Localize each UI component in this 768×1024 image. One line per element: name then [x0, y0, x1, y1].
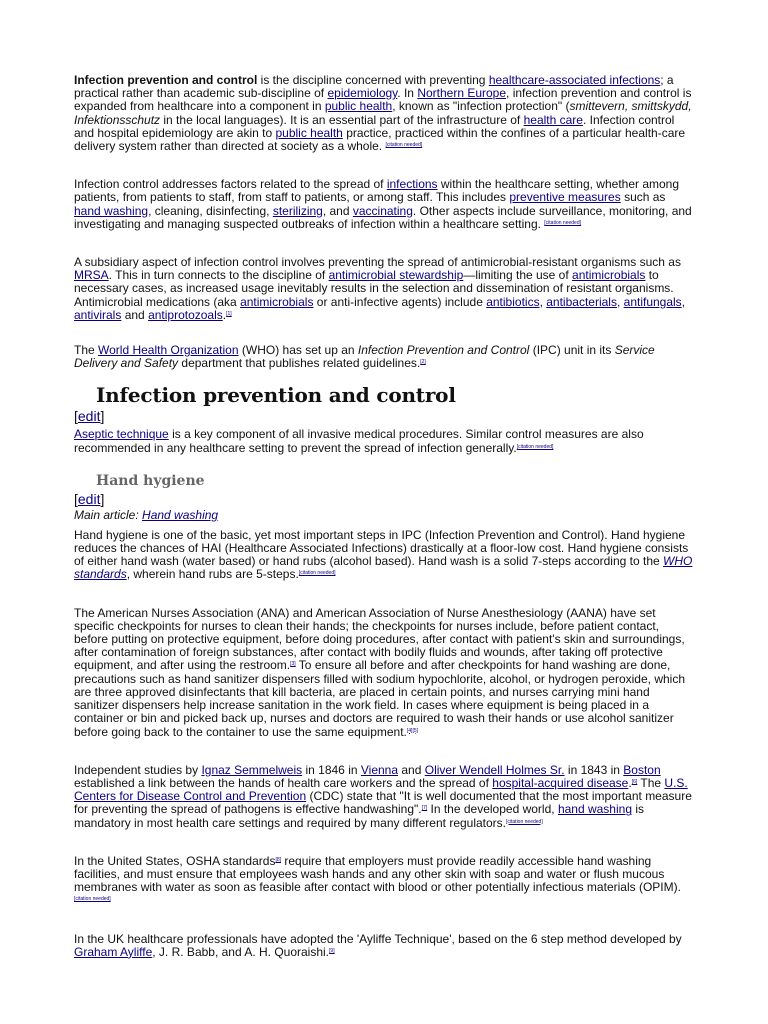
italic-text: Service Delivery and Safety — [74, 343, 655, 371]
reference-link[interactable]: [1] — [226, 310, 232, 317]
hand-hygiene-paragraph-4 — [74, 855, 694, 908]
edit-section-control — [74, 490, 694, 508]
link-vaccinating[interactable]: vaccinating — [352, 203, 413, 218]
bracket: ] — [100, 490, 105, 507]
link-antifungals[interactable]: antifungals — [623, 294, 682, 309]
italic-text: Infection Prevention and Control — [357, 343, 530, 358]
text: . Infection control and hospital epidemiology are akin to — [74, 112, 675, 140]
text: ; a practical rather than academic sub-discipline of — [74, 73, 674, 101]
text: The — [637, 775, 665, 790]
text: , infection prevention and control is expanded from healthcare into a component in — [74, 86, 692, 114]
text: , — [539, 294, 547, 309]
link-hand-washing[interactable]: hand washing — [74, 203, 149, 218]
citation-needed-link[interactable]: [citation needed] — [74, 896, 111, 903]
text: . — [222, 307, 227, 322]
link-ignaz-semmelweis[interactable]: Ignaz Semmelweis — [201, 762, 303, 777]
link-vienna[interactable]: Vienna — [360, 762, 399, 777]
text: or anti-infective agents) include — [313, 294, 487, 309]
text: department that publishes related guidelines. — [178, 356, 421, 371]
link-sterilizing[interactable]: sterilizing — [272, 203, 323, 218]
text: , wherein hand rubs are 5-steps. — [126, 567, 299, 582]
text: Hand hygiene is one of the basic, yet most important steps in IPC (Infection Prevention and Control). Hand hygiene reduces the chances of HAI (Healthcare Associated Infections) drastically at a floor-low cost. Hand hygiene consists of either hand wash (water based) or hand rubs (alcohol based). Hand wash is a solid 7-steps according to the — [74, 527, 689, 569]
intro-paragraph-3 — [74, 256, 694, 322]
text: (CDC) state that "It is well documented that the most important measure for preventing the spread of pathogens is effective handwashing". — [74, 789, 692, 817]
text: established a link between the hands of health care workers and the spread of — [74, 775, 493, 790]
link-oliver-wendell-holmes[interactable]: Oliver Wendell Holmes Sr. — [424, 762, 565, 777]
link-mrsa[interactable]: MRSA — [74, 268, 109, 283]
text: (IPC) unit in its — [529, 343, 615, 358]
edit-section-control — [74, 407, 694, 425]
italic-text: smittevern, smittskydd, Infektionsschutz — [74, 99, 692, 127]
text: in the local languages). It is an essential part of the infrastructure of — [160, 112, 524, 127]
citation-needed-link[interactable]: [citation needed] — [298, 570, 336, 577]
text: To ensure all before and after checkpoints for hand washing are done, precautions such as hand sanitizer dispensers filled with sodium hypochlorite, alcohol, or hydrogen peroxide, which are three approved disinfectants that kill bacteria, are placed in certain points, and nurses carrying mini hand sanitizer dispensers help increase sanitation in the work field. In cases where equipment is being placed in a container or bin and picked back up, nurses and doctors are required to wash their hands or use alcohol sanitizer before going back to the container to use the same equipment. — [74, 658, 686, 739]
text: is a key component of all invasive medical procedures. Similar control measures are also recommended in any healthcare setting to prevent the spread of infection generally. — [74, 427, 644, 455]
hand-hygiene-paragraph-3 — [74, 764, 694, 830]
link-infections[interactable]: infections — [386, 177, 438, 192]
main-article-hatnote — [74, 508, 694, 522]
text: . This in turn connects to the discipline of — [108, 268, 329, 283]
text: such as — [620, 190, 666, 205]
link-preventive-measures[interactable]: preventive measures — [509, 190, 621, 205]
reference-link[interactable]: [8] — [275, 856, 282, 863]
text: , J. R. Babb, and A. H. Quoraishi. — [152, 944, 330, 959]
text: The — [74, 343, 99, 358]
citation-needed-link[interactable]: [citation needed] — [385, 142, 423, 149]
link-northern-europe[interactable]: Northern Europe — [417, 86, 507, 101]
text: . Other aspects include surveillance, monitoring, and investigating and managing suspected outbreaks of infection within a healthcare setting. — [74, 203, 692, 231]
intro-paragraph-4 — [74, 344, 694, 370]
text: , — [681, 294, 686, 309]
citation-needed-link[interactable]: [citation needed] — [506, 818, 543, 825]
edit-link[interactable]: edit — [77, 490, 101, 507]
link-world-health-organization[interactable]: World Health Organization — [98, 343, 239, 358]
bracket: [ — [74, 490, 78, 507]
link-antibacterials[interactable]: antibacterials — [546, 294, 617, 309]
reference-link[interactable]: [9] — [329, 947, 335, 954]
hand-hygiene-paragraph-1 — [74, 529, 694, 582]
text: (WHO) has set up an — [238, 343, 358, 358]
text: In the UK healthcare professionals have adopted the 'Ayliffe Technique', based on the 6 step method developed by — [74, 931, 682, 946]
text: Independent studies by — [74, 762, 202, 777]
link-cdc[interactable]: U.S. Centers for Disease Control and Prevention — [74, 775, 688, 804]
text: is the discipline concerned with preventing — [257, 73, 489, 87]
text: —limiting the use of — [463, 268, 573, 283]
section-paragraph — [74, 428, 694, 454]
edit-link[interactable]: edit — [77, 408, 101, 425]
hand-hygiene-paragraph-2 — [74, 607, 694, 739]
text: and — [121, 307, 149, 322]
text: In the developed world, — [427, 802, 558, 817]
link-epidemiology[interactable]: epidemiology — [327, 86, 398, 101]
text: and — [398, 762, 425, 777]
text: require that employers must provide readily accessible hand washing facilities, and must ensure that employees wash hands and any other skin with soap and water or flush mucous membranes with water as soon as feasible after contact with blood or other potentially infectious materials (OPIM). — [74, 853, 681, 895]
text: , and — [322, 203, 353, 218]
subsection-heading: Hand hygiene — [96, 472, 205, 489]
bracket: [ — [74, 408, 78, 425]
link-health-care[interactable]: health care — [523, 112, 583, 127]
text: , cleaning, disinfecting, — [148, 203, 273, 218]
link-hospital-acquired-disease[interactable]: hospital-acquired disease — [492, 775, 629, 790]
reference-link[interactable]: [4][5] — [406, 727, 419, 734]
reference-link[interactable]: [2] — [420, 359, 426, 366]
reference-link[interactable]: [6] — [631, 778, 638, 785]
text: is mandatory in most health care settings and required by many different regulators. — [74, 802, 644, 830]
link-public-health[interactable]: public health — [324, 99, 393, 114]
intro-paragraph-2 — [74, 178, 694, 231]
link-healthcare-associated-infections[interactable]: healthcare-associated infections — [488, 73, 661, 87]
text: , — [616, 294, 624, 309]
text: in 1846 in — [302, 762, 361, 777]
link-public-health-2[interactable]: public health — [275, 125, 343, 140]
link-antivirals[interactable]: antivirals — [74, 307, 122, 322]
reference-link[interactable]: [7] — [421, 805, 428, 812]
link-antimicrobials[interactable]: antimicrobials — [572, 268, 646, 283]
text: practice, practiced within the confines of a particular health-care delivery system rather than directed at society as a whole. — [74, 125, 686, 154]
link-hand-washing[interactable]: hand washing — [557, 802, 632, 817]
text: . In — [397, 86, 418, 101]
bracket: ] — [100, 408, 105, 425]
citation-needed-link[interactable]: [citation needed] — [544, 219, 581, 226]
text: in 1843 in — [564, 762, 624, 777]
text: . — [628, 775, 632, 790]
link-antimicrobials-2[interactable]: antimicrobials — [240, 294, 314, 309]
article-body — [74, 74, 694, 959]
text: In the United States, OSHA standards — [74, 853, 276, 868]
citation-needed-link[interactable]: [citation needed] — [516, 443, 554, 450]
link-antiprotozoals[interactable]: antiprotozoals — [148, 307, 223, 322]
link-antibiotics[interactable]: antibiotics — [486, 294, 540, 309]
hand-hygiene-paragraph-5 — [74, 933, 694, 959]
text: The American Nurses Association (ANA) and American Association of Nurse Anesthesiology (AANA) have set specific checkpoints for nurses to clean their hands; the checkpoints for nurses include, before patient contact, before putting on protective equipment, before doing procedures, after contact with patient's skin and surroundings, after contamination of foreign substances, after contact with bodily fluids and wounds, after taking off protective equipment, and after using the restroom. — [74, 605, 685, 673]
text: to necessary cases, as increased usage inevitably results in the selection and dissemination of resistant organisms. Antimicrobial medications (aka — [74, 268, 674, 309]
text: A subsidiary aspect of infection control involves preventing the spread of antimicrobial-resistant organisms such as — [74, 255, 681, 270]
term-bold: Infection prevention and control — [74, 73, 258, 87]
link-boston[interactable]: Boston — [623, 762, 661, 777]
link-graham-ayliffe[interactable]: Graham Ayliffe — [74, 944, 153, 959]
text: , known as "infection protection" ( — [392, 99, 570, 114]
link-main-article-hand-washing[interactable]: Hand washing — [142, 507, 219, 522]
reference-link[interactable]: [3] — [290, 661, 296, 668]
link-antimicrobial-stewardship[interactable]: antimicrobial stewardship — [328, 268, 464, 283]
section-heading: Infection prevention and control — [96, 383, 456, 408]
text: Infection control addresses factors related to the spread of — [74, 177, 387, 192]
link-who-standards[interactable]: WHO standards — [74, 554, 693, 582]
link-aseptic-technique[interactable]: Aseptic technique — [74, 427, 169, 442]
text: within the healthcare setting, whether among patients, from patients to staff, from staff to patients, or among staff. This includes — [74, 177, 680, 205]
intro-paragraph-1 — [74, 74, 694, 153]
hatnote-label: Main article: — [74, 507, 143, 522]
